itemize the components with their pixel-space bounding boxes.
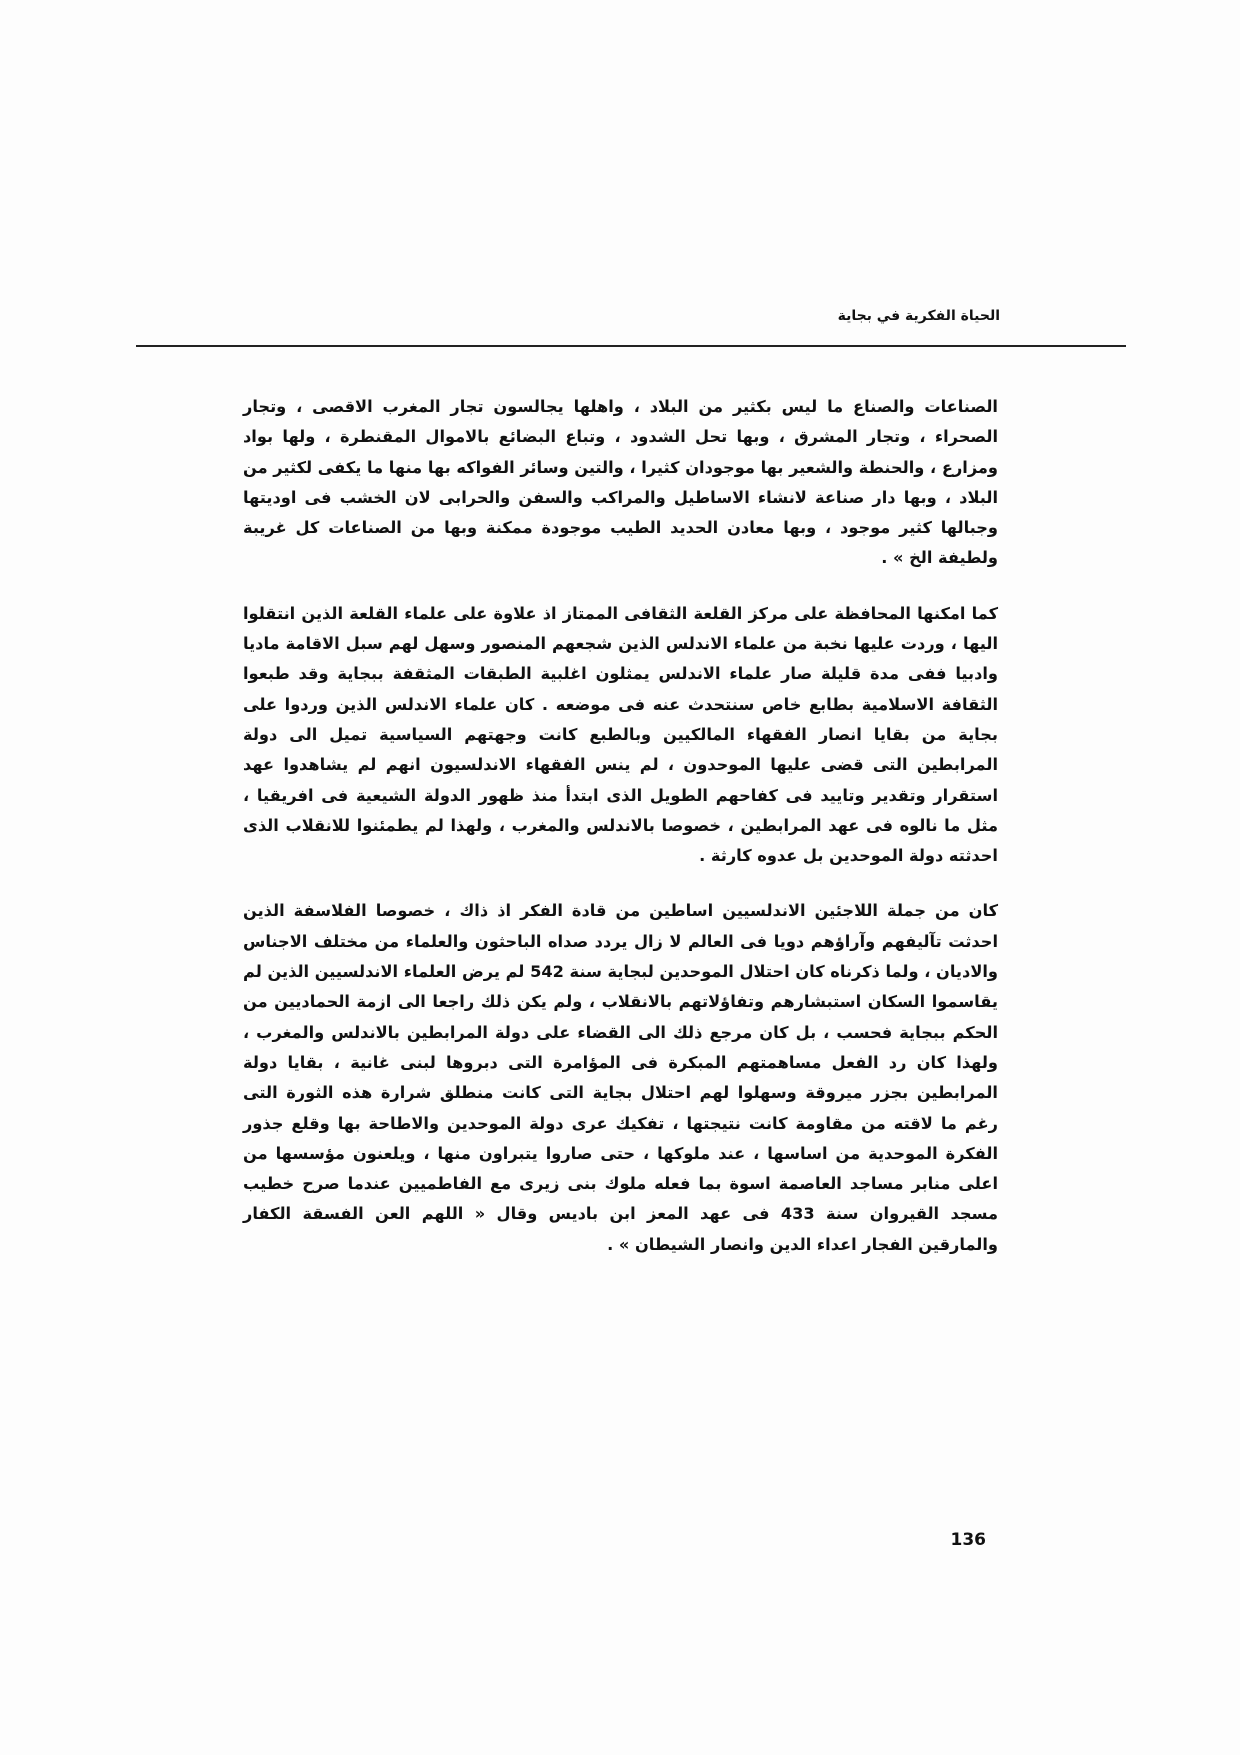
- running-header-title: الحياة الفكرية في بجاية: [837, 308, 1000, 324]
- body-text: [243, 392, 998, 1260]
- paragraph-3: كان من جملة اللاجئين الاندلسيين اساطين من قادة الفكر اذ ذاك ، خصوصا الفلاسفة الذين احدثت تآليفهم وآراؤهم دويا فى العالم لا زال يردد صداه الباحثون والعلماء من مختلف الاجناس والاديان ، ولما ذكرناه كان احتلال الموحدين لبجاية سنة 542 لم يرض العلماء الاندلسيين الذين لم يقاسموا السكان استبشارهم وتفاؤلاتهم بالانقلاب ، ولم يكن ذلك راجعا الى ازمة الحماديين من الحكم ببجاية فحسب ، بل كان مرجع ذلك الى القضاء على دولة المرابطين بالاندلس والمغرب ، ولهذا كان رد الفعل مساهمتهم المبكرة فى المؤامرة التى دبروها لبنى غانية ، بقايا دولة المرابطين بجزر ميروقة وسهلوا لهم احتلال بجاية التى كانت منطلق شرارة هذه الثورة التى رغم ما لاقته من مقاومة كانت نتيجتها ، تفكيك عرى دولة الموحدين والاطاحة بها وقلع جذور الفكرة الموحدية من اساسها ، عند ملوكها ، حتى صاروا يتبراون منها ، ويلعنون مؤسسها من اعلى منابر مساجد العاصمة اسوة بما فعله ملوك بنى زيرى مع الفاطميين عندما صرح خطيب مسجد القيروان سنة 433 فى عهد المعز ابن باديس وقال « اللهم العن الفسقة الكفار والمارقين الفجار اعداء الدين وانصار الشيطان » .: [243, 901, 998, 1254]
- paragraph-1: الصناعات والصناع ما ليس بكثير من البلاد ، واهلها يجالسون تجار المغرب الاقصى ، وتجار الصحراء ، وتجار المشرق ، وبها تحل الشدود ، وتباع البضائع بالاموال المقنطرة ، ولها بواد ومزارع ، والحنطة والشعير بها موجودان كثيرا ، والتين وسائر الفواكه بها منها ما يكفى لكثير من البلاد ، وبها دار صناعة لانشاء الاساطيل والمراكب والسفن والحرابى لان الخشب فى اوديتها وجبالها كثير موجود ، وبها معادن الحديد الطيب موجودة ممكنة وبها من الصناعات كل غريبة ولطيفة الخ » .: [243, 397, 998, 568]
- paragraph-2: كما امكنها المحافظة على مركز القلعة الثقافى الممتاز اذ علاوة على علماء القلعة الذين انتقلوا اليها ، وردت عليها نخبة من علماء الاندلس الذين شجعهم المنصور وسهل لهم سبل الاقامة ماديا وادبيا ففى مدة قليلة صار علماء الاندلس يمثلون اغلبية الطبقات المثقفة ببجاية وقد طبعوا الثقافة الاسلامية بطابع خاص سنتحدث عنه فى موضعه . كان علماء الاندلس الذين وردوا على بجاية من بقايا انصار الفقهاء المالكيين وبالطبع كانت وجهتهم السياسية تميل الى دولة المرابطين التى قضى عليها الموحدون ، لم ينس الفقهاء الاندلسيون انهم لم يشاهدوا عهد استقرار وتقدير وتاييد فى كفاحهم الطويل الذى ابتدأ منذ ظهور الدولة الشيعية فى افريقيا ، مثل ما نالوه فى عهد المرابطين ، خصوصا بالاندلس والمغرب ، ولهذا لم يطمئنوا للانقلاب الذى احدثته دولة الموحدين بل عدوه كارثة .: [243, 603, 998, 866]
- header-rule: [136, 345, 1126, 347]
- page-number: 136: [950, 1530, 986, 1550]
